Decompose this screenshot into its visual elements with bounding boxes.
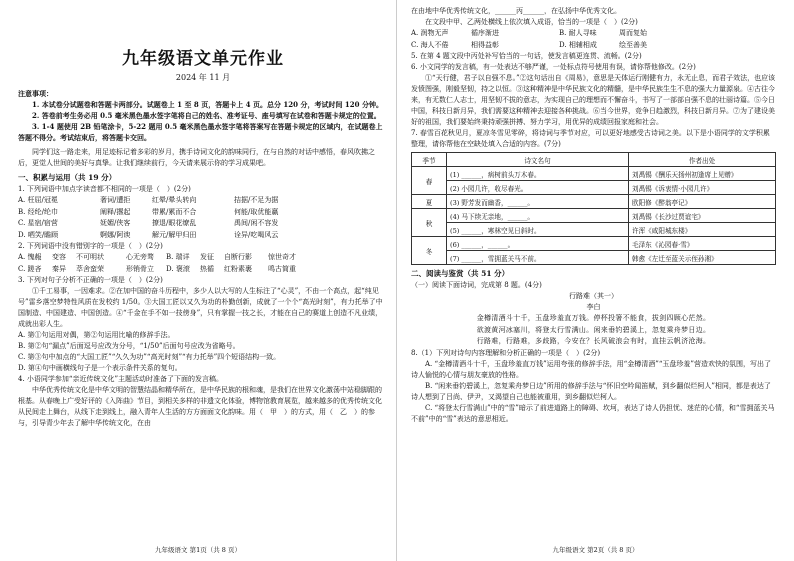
notes-heading: 注意事项： [18,89,53,98]
q4-subquestion: 在文段中甲、乙两处横线上依次填入成语，恰当的一项是（ ）(2分) [425,18,638,26]
intro-paragraph: 同学们这一路走来，用足迹标记着多彩的岁月，携手诗词文化的韵味同行，在与自然的对话中感悟，春风吹拂之后，更觉人世间的美好与真挚。让我们继续前行，今天请来展示你的学习成果吧。 [18,148,375,167]
section-1-heading: 一、积累与运用（共 19 分） [18,173,117,182]
page-right [397,0,794,561]
note-3: 3. 1-4 题使用 2B 铅笔涂卡，5-22 题用 0.5 毫米黑色墨水签字笔将答案写在答题卡规定的区域内，在试题卷上答题不得分。考试结束后，将答题卡交回。 [18,122,383,142]
q3-option-d: D. 第④句中画横线句子是一个表示条件关系的复句。 [18,364,182,372]
question-2: 2. 下列词语中没有错别字的一项是（ ）(2分) [18,242,163,250]
poem-line-3: 行路难，行路难，多歧路，今安在？长风破浪会有时，直挂云帆济沧海。 [476,337,711,345]
q8-option-b: B. “闲来垂钓碧溪上，忽复乘舟梦日边”所用的修辞手法与“怀旧空吟闻笛赋，到乡翻似烂柯人”相同，都是表达了诗人想到了吕尚、伊尹，又渴望自己也能被重用，到乡翻似烂柯人。 [411,381,771,401]
table-row: 夏 (3) 野芳发而幽香，______。 欧阳修《醉翁亭记》 [412,195,776,209]
poem-title: 行路难（其一） [569,292,618,300]
q8-option-a: A. “金樽清酒斗十千，玉盘珍羞直万钱”运用夸张的修辞手法，用“金樽清酒”“玉盘珍羞”营造欢快的氛围，写出了诗人愉悦的心情与朋友豪放的性格。 [411,359,771,379]
table-row: 冬 (6) ______，______。 毛泽东《沁园春·雪》 [412,237,776,251]
q4-options-cd: C. 海人不倦 相得益彰 D. 相辅相成 绘至善美 [411,40,647,49]
q3-option-c: C. 第③句中加点的“大国工匠”“久久为功”“高光时刻”“有力托举”四个短语结构一致。 [18,353,281,361]
document-date: 2024 年 11 月 [175,73,231,82]
table-header-row: 季节 诗文名句 作者出处 [412,153,776,167]
page-footer-left: 九年级语文 第1页（共 8 页） [155,546,241,554]
q1-option-a: A. 枉屈/冠冕 奢词/遭拒 红晕/晕头转向 拮据/不足为据 [18,196,279,204]
note-2: 2. 答卷前考生务必用 0.5 毫米黑色墨水签字笔将自己的姓名、准考证号、座号填写在试卷和答题卡规定的位置。 [32,111,381,120]
question-4: 4. 小语同学参加“亲近传统文化”主题活动时准备了下面的发言稿。 [18,375,224,383]
q4-passage: 中华优秀传统文化是中华文明的智慧结晶和精华所在，是中华民族的根和魂，是我们在世界文化激荡中站稳脚跟的根基。从春晚上广受好评的《入阵曲》节目，到相关多样的非遗文化体验，博物馆教育展览，越来越多的优秀传统文化从民间走上舞台，从线下走到线上，融入青年人生活的方方面面文化韵味。用（ 甲 ）的方式，用（ 乙 ）的参与，引导青少年去了解中华传统文化，在由 [18,386,382,427]
q3-option-a: A. 第①句运用对偶，第②句运用比喻的修辞手法。 [18,331,175,339]
q8-option-c: C. “将登太行雪满山”中的“雪”暗示了前进道路上的障碍、坎坷，表达了诗人仍担忧、迷茫的心情，和“雪拥蓝关马不前”中的“雪”表达的意思相近。 [411,403,775,423]
q3-passage: ①千工易事，一因难求。②在加中国的奋斗历程中，多少人以大写的人生标注了“心灵”，不由一个高点，起“纯见号”雷乡落空梦特性风质在发校约 1/50。③大国工匠以又久为功的朴勤创新，成就了一个个“高光时刻”，有力托举了中国制造、中国建造、中国创造。④“千金在手不如一技傍身”，只有掌握一技之长，才能在自己的赛道上创造不凡业绩，成就出彩人生。 [18,287,383,328]
table-row: (2) 小园几许，收尽春光。 刘禹锡《诉衷情·小园几许》 [412,181,776,195]
note-1: 1. 本试卷分试题卷和答题卡两部分。试题卷上 1 至 8 页，答题卡上 4 页。总分 120 分，考试时间 120 分钟。 [32,100,383,109]
q4-options-ab: A. 润物无声 循序渐进 B. 耐人寻味 周而复始 [411,29,647,37]
table-row: (7) ______，雪拥蓝关马不前。 韩愈《左迁至蓝关示侄孙湘》 [412,251,776,265]
q3-option-b: B. 第②句“漏点”后面逗号应改为分号，“1/50”后面句号应改为省略号。 [18,342,240,350]
q4-passage-continued: 在由地中华优秀传统文化，______丙______，在弘扬中华优秀文化。 [411,7,621,15]
q1-option-c: C. 星宿/宿营 妩媚/侠客 撩退/眼花缭乱 禹间/闲不容发 [18,219,279,227]
question-3: 3. 下列对句子分析不正确的一项是（ ）(2分) [18,276,163,284]
subsection-1-heading: （一）阅读下面诗词，完成第 8 题。(4分) [411,281,542,289]
page-footer-right: 九年级语文 第2页（共 8 页） [552,546,639,554]
poem-author: 李白 [586,303,601,311]
q1-option-d: D. 哂笑/瞻顾 婀娜/阿谀 解元/解甲归田 诠异/吃喝风云 [18,230,279,239]
table-row: 秋 (4) 马下续无亲地，______。 刘禹锡《长沙过贾谊宅》 [412,209,776,223]
q2-options-cd: C. 蹉吝 秦异 萃舍蛮荣 形销骨立 D. 褒滚 热循 红粉素裹 鸣古简重 [18,264,296,273]
question-5: 5. 在第 4 题文段中丙处补写恰当的一句话，使发言稿更连贯、流畅。(2分) [411,52,642,60]
poem-line-2: 欲渡黄河冰塞川，将登太行雪满山。闲来垂钓碧溪上，忽复乘舟梦日边。 [476,325,711,334]
q2-options-ab: A. 愧赧 变容 不可明状 心无旁骛 B. 瑞详 发征 自断行影 惊世奇才 [18,253,296,261]
q1-option-b: B. 经纶/纶巾 阐释/撂起 带累/累而不合 何能/取优能赢 [18,207,279,216]
table-row: 春 (1) ______，病树前头万木春。 刘禹锡《酬乐天扬州初逢席上见赠》 [412,167,776,181]
question-1: 1. 下列词语中加点字读音都不相同的一项是（ ）(2分) [18,185,191,193]
question-6: 6. 小文同学的发言稿，有一处表达不够严谨，一处标点符号使用有误，请你帮他修改。(2分) [411,63,696,71]
section-2-heading: 二、阅读与鉴赏（共 51 分） [411,269,510,278]
poem-season-table [411,152,776,265]
question-7: 7. 春雪百花秋见月，夏凉冬雪见零碎，将诗词与季节对应，可以更好地感受古诗词之美。以下是小语同学的文学积累整理，请你帮他在空缺处填入合适的内容。(7分) [411,129,770,148]
table-row: (5) ______，寒林空见日斜时。 许浑《咸阳城东楼》 [412,223,776,237]
question-8: 8.（1）下列对诗句内容理解和分析正确的一项是（ ）(2分) [411,348,601,357]
poem-line-1: 金樽清酒斗十千，玉盘珍羞直万钱。停杯投箸不能食，拔剑四顾心茫然。 [476,314,711,322]
q6-passage: ①“天行健，君子以自强不息。”②这句话出自《周易》，意思是天体运行刚健有力，永无止息，而君子效法，也应该发愤图强，刚毅坚韧，持之以恒。③这种精神是中华民族文化的精髓，是中华民族生生不息的强大力量源泉。④古往今来，有无数仁人志士，用坚韧不拔的意志，为实现自己的理想而不懈奋斗，书写了一部部自强不息的壮丽诗篇。⑤今日中国，科技日新月异，我们需要这种精神去迎接各种挑战。⑥当今世界，竞争日趋激烈，科技日新月异。⑦为了建设美好的祖国，我们要始终秉持顽强拼搏、努力学习，用优异的成绩回报家庭和社会。 [411,74,776,126]
document-title: 九年级语文单元作业 [122,49,284,69]
